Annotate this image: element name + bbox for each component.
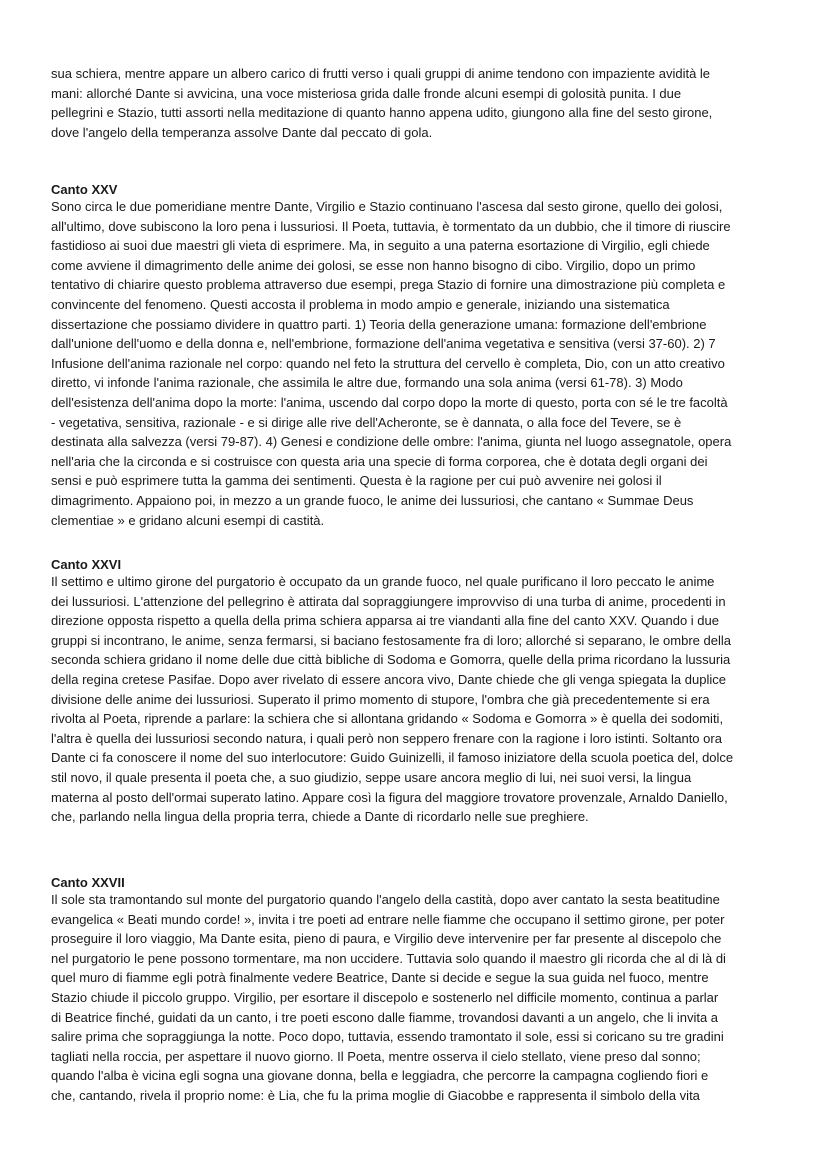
section-body-canto-xxvi: Il settimo e ultimo girone del purgatorio è occupato da un grande fuoco, nel quale purificano il loro peccato le anime dei lussuriosi. L'attenzione del pellegrino è attirata dal sopraggiungere improvviso di una turba di anime, procedenti in direzione opposta rispetto a quella della prima schiera apparsa ai tre viandanti alla fine del canto XXV. Quando i due gruppi si incontrano, le anime, senza fermarsi, si baciano festosamente fra di loro; allorché si separano, le ombre della seconda schiera gridano il nome delle due città bibliche di Sodoma e Gomorra, quelle della prima ricordano la lussuria della regina cretese Pasifae. Dopo aver rivelato di essere ancora vivo, Dante chiede che gli venga spiegata la duplice divisione delle anime dei lussuriosi. Superato il primo momento di stupore, l'ombra che già precedentemente si era rivolta al Poeta, riprende a parlare: la schiera che si allontana gridando « Sodoma e Gomorra » è quella dei sodomiti, l'altra è quella dei lussuriosi secondo natura, i quali però non seppero frenare con la ragione i loro istinti. Soltanto ora Dante ci fa conoscere il nome del suo interlocutore: Guido Guinizelli, il famoso iniziatore della scuola poetica del, dolce stil novo, il quale presenta il poeta che, a suo giudizio, seppe usare ancora meglio di lui, nei suoi versi, la lingua materna al posto dell'ormai superato latino. Appare così la figura del maggiore trovatore provenzale, Arnaldo Daniello, che, parlando nella lingua della propria terra, chiede a Dante di ricordarlo nelle sue preghiere.: [51, 574, 734, 825]
section-heading-canto-xxv: Canto XXV: [51, 182, 118, 197]
section-body-canto-xxv: Sono circa le due pomeridiane mentre Dante, Virgilio e Stazio continuano l'ascesa dal sesto girone, quello dei golosi, all'ultimo, dove subiscono la loro pena i lussuriosi. Il Poeta, tuttavia, è tormentato da un dubbio, che il timore di riuscire fastidioso ai suoi due maestri gli vieta di esprimere. Ma, in seguito a una paterna esortazione di Virgilio, egli chiede come avviene il dimagrimento delle anime dei golosi, se esse non hanno bisogno di cibo. Virgilio, dopo un primo tentativo di chiarire questo problema attraverso due esempi, prega Stazio di fornire una dimostrazione più completa e convincente del fenomeno. Questi accosta il problema in modo ampio e generale, iniziando una sistematica dissertazione che possiamo dividere in quattro parti. 1) Teoria della generazione umana: formazione dell'embrione dall'unione dell'uomo e della donna e, nell'embrione, formazione dell'anima vegetativa e sensitiva (versi 37-60). 2) 7 Infusione dell'anima razionale nel corpo: quando nel feto la struttura del cervello è completa, Dio, con un atto creativo diretto, vi infonde l'anima razionale, che assimila le altre due, formando una sola anima (versi 61-78). 3) Modo dell'esistenza dell'anima dopo la morte: l'anima, uscendo dal corpo dopo la morte di questo, porta con sé le tre facoltà - vegetativa, sensitiva, razionale - e si dirige alle rive dell'Acheronte, se è dannata, o alla foce del Tevere, se è destinata alla salvezza (versi 79-87). 4) Genesi e condizione delle ombre: l'anima, giunta nel luogo assegnatole, opera nell'aria che la circonda e si costruisce con questa aria una specie di forma corporea, che è dotata degli organi dei sensi e può esprimere tutta la gamma dei sentimenti. Questa è la ragione per cui può avvenire nei golosi il dimagrimento. Appaiono poi, in mezzo a un grande fuoco, le anime dei lussuriosi, che cantano « Summae Deus clementiae » e gridano alcuni esempi di castità.: [51, 199, 732, 528]
intro-paragraph: sua schiera, mentre appare un albero carico di frutti verso i quali gruppi di anime tendono con impaziente avidità le mani: allorché Dante si avvicina, una voce misteriosa grida dalle fronde alcuni esempi di golosità punita. I due pellegrini e Stazio, tutti assorti nella meditazione di quanto hanno appena udito, giungono alla fine del sesto girone, dove l'angelo della temperanza assolve Dante dal peccato di gola.: [51, 66, 713, 140]
section-heading-canto-xxvii: Canto XXVII: [51, 875, 125, 890]
section-body-canto-xxvii: Il sole sta tramontando sul monte del purgatorio quando l'angelo della castità, dopo aver cantato la sesta beatitudine evangelica « Beati mundo corde! », invita i tre poeti ad entrare nelle fiamme che occupano il settimo girone, per poter proseguire il loro viaggio, Ma Dante esita, pieno di paura, e Virgilio deve intervenire per far presente al discepolo che nel purgatorio le pene possono tormentare, ma non uccidere. Tuttavia solo quando il maestro gli ricorda che al di là di quel muro di fiamme egli potrà finalmente vedere Beatrice, Dante si decide e segue la sua guida nel fuoco, mentre Stazio chiude il piccolo gruppo. Virgilio, per esortare il discepolo e sostenerlo nel difficile momento, continua a parlar di Beatrice finché, guidati da un canto, i tre poeti escono dalle fiamme, trovandosi davanti a un angelo, che li invita a salire prima che sopraggiunga la notte. Poco dopo, tuttavia, essendo tramontato il sole, essi si coricano su tre gradini tagliati nella roccia, per aspettare il nuovo giorno. Il Poeta, mentre osserva il cielo stellato, viene preso dal sonno; quando l'alba è vicina egli sogna una giovane donna, bella e leggiadra, che percorre la campagna cogliendo fiori e che, cantando, rivela il proprio nome: è Lia, che fu la prima moglie di Giacobbe e rappresenta il simbolo della vita: [51, 892, 726, 1103]
section-heading-canto-xxvi: Canto XXVI: [51, 557, 122, 572]
